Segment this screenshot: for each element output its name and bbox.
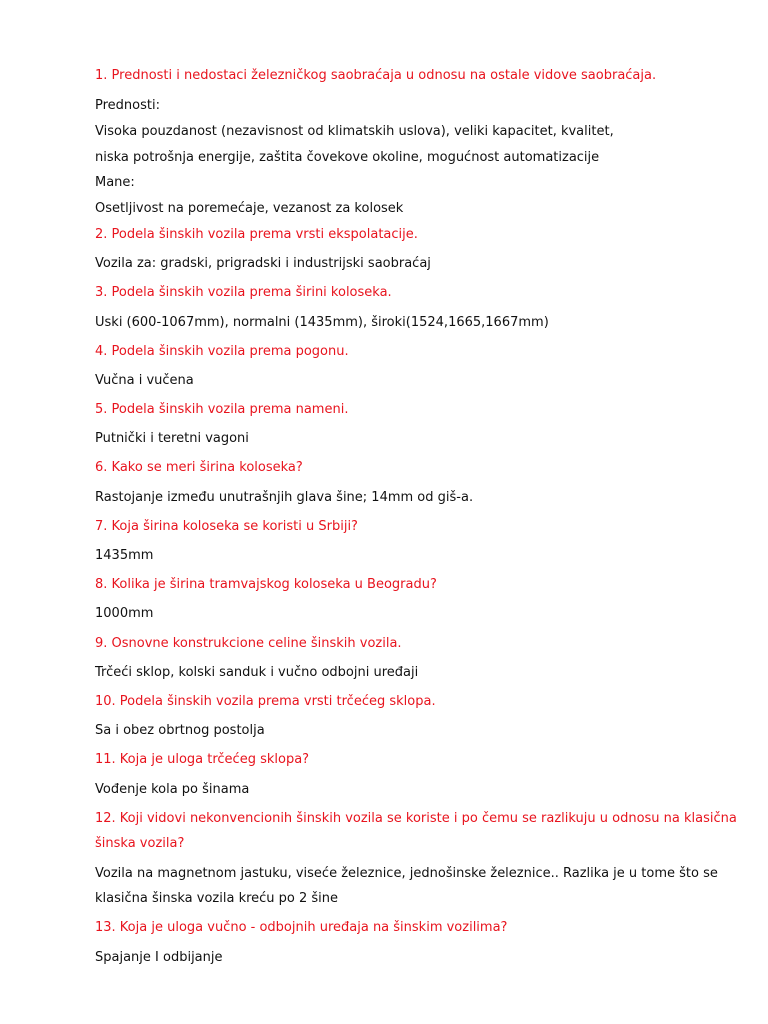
question-3: 3. Podela šinskih vozila prema širini koloseka. xyxy=(95,285,392,300)
question-8: 8. Kolika je širina tramvajskog koloseka u Beogradu? xyxy=(95,577,437,592)
answer-12-line-2: klasična šinska vozila kreću po 2 šine xyxy=(95,891,339,906)
answer-7: 1435mm xyxy=(95,548,154,563)
question-12-line-1: 12. Koji vidovi nekonvencionih šinskih vozila se koriste i po čemu se razlikuju u odnosu na klasična xyxy=(95,811,737,826)
answer-3: Uski (600-1067mm), normalni (1435mm), široki(1524,1665,1667mm) xyxy=(95,315,549,330)
answer-1-pros-line-2: niska potrošnja energije, zaštita čovekove okoline, mogućnost automatizacije xyxy=(95,150,600,165)
question-11: 11. Koja je uloga trčećeg sklopa? xyxy=(95,752,310,767)
answer-1-label-pros: Prednosti: xyxy=(95,98,160,113)
answer-13: Spajanje I odbijanje xyxy=(95,950,223,965)
question-6: 6. Kako se meri širina koloseka? xyxy=(95,460,303,475)
answer-1-pros-line-1: Visoka pouzdanost (nezavisnost od klimatskih uslova), veliki kapacitet, kvalitet, xyxy=(95,124,614,139)
question-9: 9. Osnovne konstrukcione celine šinskih vozila. xyxy=(95,636,402,651)
answer-12-line-1: Vozila na magnetnom jastuku, viseće železnice, jednošinske železnice.. Razlika je u tome što se xyxy=(95,866,718,881)
answer-1-label-cons: Mane: xyxy=(95,175,135,190)
answer-5: Putnički i teretni vagoni xyxy=(95,431,249,446)
question-2: 2. Podela šinskih vozila prema vrsti ekspolatacije. xyxy=(95,227,418,242)
question-5: 5. Podela šinskih vozila prema nameni. xyxy=(95,402,349,417)
answer-11: Vođenje kola po šinama xyxy=(95,782,250,797)
question-12-line-2: šinska vozila? xyxy=(95,836,185,851)
question-13: 13. Koja je uloga vučno - odbojnih uređaja na šinskim vozilima? xyxy=(95,920,508,935)
answer-4: Vučna i vučena xyxy=(95,373,194,388)
question-1: 1. Prednosti i nedostaci železničkog saobraćaja u odnosu na ostale vidove saobraćaja. xyxy=(95,68,657,83)
answer-2: Vozila za: gradski, prigradski i industrijski saobraćaj xyxy=(95,256,431,271)
answer-9: Trčeći sklop, kolski sanduk i vučno odbojni uređaji xyxy=(95,665,419,680)
question-10: 10. Podela šinskih vozila prema vrsti trčećeg sklopa. xyxy=(95,694,436,709)
question-4: 4. Podela šinskih vozila prema pogonu. xyxy=(95,344,349,359)
answer-1-cons: Osetljivost na poremećaje, vezanost za kolosek xyxy=(95,201,404,216)
answer-8: 1000mm xyxy=(95,606,154,621)
question-7: 7. Koja širina koloseka se koristi u Srbiji? xyxy=(95,519,358,534)
answer-6: Rastojanje između unutrašnjih glava šine; 14mm od giš-a. xyxy=(95,490,474,505)
answer-10: Sa i obez obrtnog postolja xyxy=(95,723,265,738)
